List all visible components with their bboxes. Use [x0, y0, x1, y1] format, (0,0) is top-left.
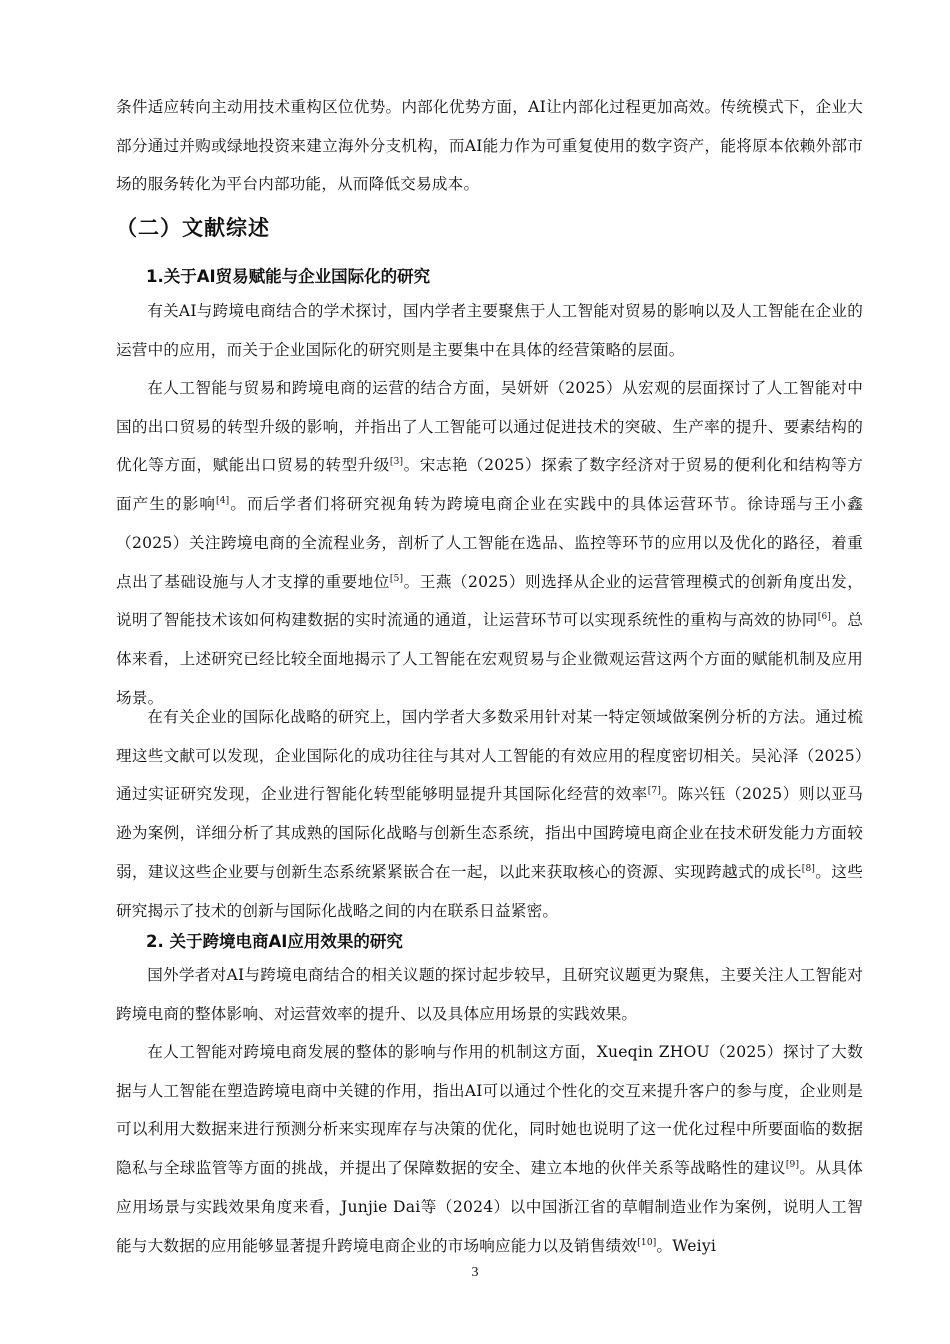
text-segment: 。而后学者们将研究视角转为跨境电商企业在实践中的具体运营环节。徐诗瑶与王小鑫（2025）关注跨境电商的全流程业务，剖析了人工智能在选品、监控等环节的应用以及优化的路径，着重点出了基础设施与人才支撑的重要地位	[116, 495, 863, 591]
subsection-heading-1: 1.关于AI贸易赋能与企业国际化的研究	[146, 267, 431, 286]
paragraph-internationalization	[116, 698, 863, 930]
citation-8: [8]	[801, 863, 816, 874]
text-segment: 。从具体应用场景与实践效果角度来看，Junjie Dai等（2024）以中国浙江省的草帽制造业作为案例，说明人工智能与大数据的应用能够显著提升跨境电商企业的市场响应能力以及销售绩效	[116, 1159, 863, 1255]
paragraph-ai-trade	[116, 369, 863, 717]
paragraph-ai-ecommerce-impact	[116, 1033, 863, 1265]
text-segment: 在有关企业的国际化战略的研究上，国内学者大多数采用针对某一特定领域做案例分析的方法。通过梳理这些文献可以发现，企业国际化的成功往往与其对人工智能的有效应用的程度密切相关。吴沁泽（2025）通过实证研究发现，企业进行智能化转型能够明显提升其国际化经营的效率	[116, 708, 863, 804]
paragraph-foreign-scholars: 国外学者对AI与跨境电商结合的相关议题的探讨起步较早，且研究议题更为聚焦，主要关注人工智能对跨境电商的整体影响、对运营效率的提升、以及具体应用场景的实践效果。	[116, 966, 863, 1023]
text-segment: 。总体来看，上述研究已经比较全面地揭示了人工智能在宏观贸易与企业微观运营这两个方面的赋能机制及应用场景。	[116, 611, 863, 707]
text-segment: 。Weiyi	[656, 1236, 717, 1255]
text-segment: 在人工智能与贸易和跨境电商的运营的结合方面，吴妍妍（2025）从宏观的层面探讨了人工智能对中国的出口贸易的转型升级的影响，并指出了人工智能可以通过促进技术的突破、生产率的提升、要素结构的优化等方面，赋能出口贸易的转型升级	[116, 379, 863, 475]
citation-3: [3]	[389, 457, 404, 468]
text-segment: 。宋志艳（2025）探索了数字经济对于贸易的便利化和结构等方面产生的影响	[116, 456, 864, 514]
citation-4: [4]	[216, 495, 230, 506]
citation-5: [5]	[389, 573, 404, 584]
paragraph-continuation: 条件适应转向主动用技术重构区位优势。内部化优势方面，AI让内部化过程更加高效。传统模式下，企业大部分通过并购或绿地投资来建立海外分支机构，而AI能力作为可重复使用的数字资产，能将原本依赖外部市场的服务转化为平台内部功能，从而降低交易成本。	[116, 98, 863, 194]
text-segment: 。陈兴钰（2025）则以亚马逊为案例，详细分析了其成熟的国际化战略与创新生态系统，指出中国跨境电商企业在技术研发能力方面较弱，建议这些企业要与创新生态系统紧紧嵌合在一起，以此来获取核心的资源、实现跨越式的成长	[116, 785, 863, 881]
text-segment: 在人工智能对跨境电商发展的整体的影响与作用的机制这方面，Xueqin ZHOU（2025）探讨了大数据与人工智能在塑造跨境电商中关键的作用，指出AI可以通过个性化的交互来提升客户的参与度，企业则是可以利用大数据来进行预测分析来实现库存与决策的优化，同时她也说明了这一优化过程中所要面临的数据隐私与全球监管等方面的挑战，并提出了保障数据的安全、建立本地的伙伴关系等战略性的建议	[116, 1043, 863, 1178]
citation-9: [9]	[785, 1159, 800, 1170]
section-heading: （二）文献综述	[116, 216, 270, 240]
paragraph-intro-domestic: 有关AI与跨境电商结合的学术探讨，国内学者主要聚焦于人工智能对贸易的影响以及人工智能在企业的运营中的应用，而关于企业国际化的研究则是主要集中在具体的经营策略的层面。	[116, 302, 863, 359]
subsection-heading-2: 2. 关于跨境电商AI应用效果的研究	[146, 932, 403, 951]
citation-6: [6]	[817, 612, 832, 623]
text-segment: 。王燕（2025）则选择从企业的运营管理模式的创新角度出发，说明了智能技术该如何构建数据的实时流通的通道，让运营环节可以实现系统性的重构与高效的协同	[116, 572, 864, 630]
page-number: 3	[471, 1265, 479, 1280]
citation-10: [10]	[637, 1237, 657, 1248]
citation-7: [7]	[647, 786, 662, 797]
text-segment: 。这些研究揭示了技术的创新与国际化战略之间的内在联系日益紧密。	[116, 862, 863, 920]
